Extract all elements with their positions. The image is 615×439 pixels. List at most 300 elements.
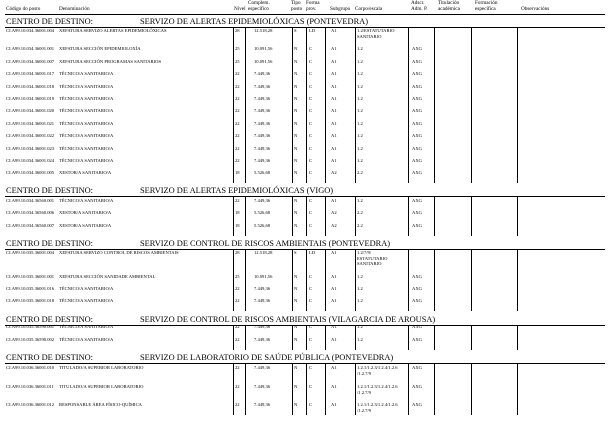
cell-tipo: N <box>294 46 298 51</box>
section-title: SERVIZO DE LABORATORIO DE SAÚDE PÚBLICA (PONTEVEDRA) <box>140 353 394 362</box>
cell-tipo: N <box>294 84 298 89</box>
cell-corpo: /1.2.7/9 <box>357 407 372 413</box>
cell-adscr: AXG <box>412 121 422 126</box>
cell-forma: C <box>309 298 313 303</box>
cell-complemento: 7.449,36 <box>254 298 271 303</box>
cell-denominacion: TÉCNICO/A SANITARIO/A <box>59 146 114 151</box>
cell-codigo: CI.A99.10.035.36001.016 <box>6 286 55 291</box>
cell-subgrupo: A1 <box>331 28 337 33</box>
cell-corpo: 1.2 <box>357 337 363 342</box>
cell-denominacion: TITULADO/A SUPERIOR LABORATORIO <box>59 365 144 370</box>
cell-corpo: 1.2 <box>357 108 363 113</box>
cell-tipo: N <box>294 121 298 126</box>
column-rule <box>517 197 518 236</box>
cell-tipo: N <box>294 210 298 215</box>
header-posto: posto <box>291 6 303 12</box>
cell-complemento: 12.518,28 <box>254 250 273 255</box>
cell-tipo: N <box>294 274 298 279</box>
column-rule <box>517 28 518 183</box>
cell-adscr: AXG <box>412 402 422 407</box>
cell-subgrupo: A1 <box>331 146 337 151</box>
cell-nivel: 28 <box>235 28 240 33</box>
header-forma: Forma <box>306 0 320 6</box>
cell-codigo: CI.A99.10.036.36001.011 <box>6 384 54 389</box>
cell-subgrupo: A1 <box>331 59 337 64</box>
header-tipo: Tipo <box>291 0 301 6</box>
cell-subgrupo: A1 <box>331 365 337 370</box>
column-rule <box>408 197 409 236</box>
cell-forma: C <box>309 133 313 138</box>
cell-forma: C <box>309 365 313 370</box>
cell-corpo: 1.2 <box>357 84 363 89</box>
cell-complemento: 7.449,36 <box>254 158 271 163</box>
cell-tipo: N <box>294 286 298 291</box>
cell-subgrupo: A1 <box>331 96 337 101</box>
cell-adscr: AXG <box>412 158 422 163</box>
cell-corpo: 2.2 <box>357 223 363 228</box>
cell-adscr: AXG <box>412 146 422 151</box>
cell-complemento: 12.518,28 <box>254 28 273 33</box>
cell-corpo: 2.2 <box>357 210 363 215</box>
cell-subgrupo: A2 <box>331 210 337 215</box>
cell-codigo: CI.A99.10.034.36001.024 <box>6 158 55 163</box>
column-rule <box>325 197 326 236</box>
cell-subgrupo: A1 <box>331 337 337 342</box>
column-rule <box>245 28 246 183</box>
section-title: SERVIZO DE ALERTAS EPIDEMIOLÓXICAS (VIGO) <box>140 186 334 195</box>
cell-nivel: 18 <box>235 170 240 175</box>
cell-forma: C <box>309 59 313 64</box>
cell-codigo: CI.A99.10.034.36001.021 <box>6 121 55 126</box>
header-subgrupo: Subgrupo <box>330 6 351 12</box>
cell-complemento: 7.449,36 <box>254 286 271 291</box>
cell-subgrupo: A1 <box>331 133 337 138</box>
cell-denominacion: XESTOR/A SANITARIO/A <box>59 210 112 215</box>
column-rule <box>325 28 326 183</box>
cell-tipo: N <box>294 298 298 303</box>
cell-complemento: 7.449,36 <box>254 324 271 329</box>
cell-complemento: 10.091,56 <box>254 46 273 51</box>
column-rule <box>471 250 472 311</box>
cell-subgrupo: A1 <box>331 250 337 255</box>
column-rule <box>355 250 356 311</box>
cell-forma: C <box>309 384 313 389</box>
cell-corpo: 1.2/7/9/ <box>357 250 372 255</box>
cell-complemento: 7.449,36 <box>254 402 271 407</box>
header-rule <box>5 14 605 15</box>
header-titulacion: Titulación <box>438 0 460 6</box>
section-title: SERVIZO DE CONTROL DE RISCOS AMBIENTAIS (VILAGARCIA DE AROUSA) <box>140 315 436 324</box>
section-title: SERVIZO DE CONTROL DE RISCOS AMBIENTAIS (PONTEVEDRA) <box>140 239 391 248</box>
column-rule <box>306 197 307 236</box>
cell-nivel: 22 <box>235 324 240 329</box>
cell-forma: C <box>309 71 313 76</box>
cell-tipo: N <box>294 133 298 138</box>
section-label: CENTRO DE DESTINO: <box>6 239 94 248</box>
cell-codigo: CI.A99.10.035.36001.004 <box>6 250 55 255</box>
column-rule <box>292 326 293 350</box>
section-label: CENTRO DE DESTINO: <box>6 353 94 362</box>
section-label: CENTRO DE DESTINO: <box>6 186 94 195</box>
cell-denominacion: TÉCNICO/A SANITARIO/A <box>59 133 114 138</box>
section-label: CENTRO DE DESTINO: <box>6 17 94 26</box>
cell-forma: C <box>309 402 313 407</box>
cell-codigo: CI.A99.10.034.36001.019 <box>6 96 55 101</box>
cell-denominacion: TÉCNICO/A SANITARIO/A <box>59 198 114 203</box>
header-denominacion: Denominación <box>59 6 90 12</box>
column-rule <box>517 250 518 311</box>
section-title: SERVIZO DE ALERTAS EPIDEMIOLÓXICAS (PONTEVEDRA) <box>140 17 368 26</box>
cell-denominacion: TÉCNICO/A SANITARIO/A <box>59 298 114 303</box>
cell-adscr: AXG <box>412 223 422 228</box>
cell-codigo: CI.A99.10.035.36001.018 <box>6 298 55 303</box>
column-rule <box>355 326 356 350</box>
cell-denominacion: XEFATURA SECCIÓN EPIDEMIOLOXÍA <box>59 46 141 51</box>
cell-nivel: 22 <box>235 146 240 151</box>
cell-complemento: 7.449,36 <box>254 384 271 389</box>
cell-codigo: CI.A99.10.034.36001.023 <box>6 146 55 151</box>
cell-tipo: N <box>294 337 298 342</box>
column-rule <box>408 28 409 183</box>
column-rule <box>306 28 307 183</box>
cell-corpo: 1.2 <box>357 133 363 138</box>
cell-denominacion: TÉCNICO/A SANITARIO/A <box>59 337 114 342</box>
cell-subgrupo: A1 <box>331 84 337 89</box>
cell-codigo: CI.A99.10.034.36001.004 <box>6 28 55 33</box>
cell-complemento: 7.449,36 <box>254 337 271 342</box>
cell-adscr: AXG <box>412 133 422 138</box>
header-adscr: Adscr. <box>411 0 425 6</box>
cell-complemento: 7.449,36 <box>254 146 271 151</box>
column-rule <box>245 250 246 311</box>
cell-complemento: 7.449,36 <box>254 84 271 89</box>
cell-nivel: 22 <box>235 96 240 101</box>
cell-complemento: 7.449,36 <box>254 108 271 113</box>
cell-corpo: 1.2.1/1.2.3/1.2.4/1.2.6 <box>357 384 398 389</box>
cell-denominacion: XEFATURA SERVIZO ALERTAS EPIDEMIOLÓXICAS <box>59 28 167 33</box>
cell-adscr: AXG <box>412 210 422 215</box>
column-rule <box>325 326 326 350</box>
column-rule <box>306 326 307 350</box>
column-rule <box>233 28 234 183</box>
section-rule <box>5 196 605 197</box>
cell-corpo: 1.2 <box>357 274 363 279</box>
cell-codigo: CI.A99.10.036.36001.010 <box>6 365 55 370</box>
cell-corpo: /1.2.7/9 <box>357 370 372 376</box>
column-rule <box>434 250 435 311</box>
cell-corpo: 1.2 <box>357 158 363 163</box>
column-rule <box>233 364 234 415</box>
header-academica: académica <box>438 6 460 12</box>
cell-complemento: 5.526,68 <box>254 170 271 175</box>
cell-adscr: AXG <box>412 298 422 303</box>
column-rule <box>292 250 293 311</box>
cell-nivel: 18 <box>235 210 240 215</box>
column-rule <box>408 250 409 311</box>
header-complemento: Complem. <box>248 0 270 6</box>
cell-nivel: 22 <box>235 298 240 303</box>
cell-complemento: 5.526,68 <box>254 223 271 228</box>
column-rule <box>325 250 326 311</box>
cell-tipo: S <box>294 28 297 33</box>
cell-nivel: 22 <box>235 133 240 138</box>
cell-complemento: 7.449,36 <box>254 198 271 203</box>
cell-codigo: CI.A99.10.034.36560.001 <box>6 198 55 203</box>
column-rule <box>306 364 307 415</box>
cell-nivel: 22 <box>235 337 240 342</box>
column-rule <box>292 364 293 415</box>
column-rule <box>355 364 356 415</box>
section-rule <box>5 363 605 364</box>
cell-codigo: CI.A99.10.035.36590.001 <box>6 324 55 329</box>
cell-forma: C <box>309 274 313 279</box>
column-rule <box>245 197 246 236</box>
cell-nivel: 25 <box>235 46 240 51</box>
column-rule <box>355 28 356 183</box>
cell-denominacion: TÉCNICO/A SANITARIO/A <box>59 324 114 329</box>
cell-forma: LD <box>309 28 316 33</box>
column-rule <box>245 364 246 415</box>
cell-forma: C <box>309 121 313 126</box>
cell-adscr: AXG <box>412 274 422 279</box>
cell-nivel: 25 <box>235 274 240 279</box>
cell-adscr: AXG <box>412 59 422 64</box>
cell-nivel: 22 <box>235 71 240 76</box>
cell-corpo: 1.2 <box>357 198 363 203</box>
cell-adscr: AXG <box>412 108 422 113</box>
cell-corpo: 1.2 <box>357 298 363 303</box>
cell-denominacion: TITULADO/A SUPERIOR LABORATORIO <box>59 384 144 389</box>
header-codigo: Código do posto <box>6 6 41 12</box>
cell-tipo: N <box>294 384 298 389</box>
cell-adscr: AXG <box>412 286 422 291</box>
cell-corpo: 1.2 <box>357 46 363 51</box>
cell-tipo: N <box>294 108 298 113</box>
column-rule <box>471 197 472 236</box>
cell-codigo: CI.A99.10.034.36001.022 <box>6 133 55 138</box>
cell-subgrupo: A1 <box>331 121 337 126</box>
column-rule <box>292 28 293 183</box>
cell-corpo: SANITARIO <box>357 33 382 39</box>
column-rule <box>292 197 293 236</box>
cell-adscr: AXG <box>412 84 422 89</box>
cell-tipo: N <box>294 146 298 151</box>
cell-complemento: 7.449,36 <box>254 133 271 138</box>
cell-corpo: 1.2 <box>357 146 363 151</box>
column-rule <box>233 197 234 236</box>
cell-tipo: N <box>294 71 298 76</box>
cell-nivel: 22 <box>235 286 240 291</box>
cell-subgrupo: A1 <box>331 274 337 279</box>
column-rule <box>517 364 518 415</box>
cell-denominacion: XEFATURA SECCIÓN SANIDADE AMBIENTAL <box>59 274 156 279</box>
column-rule <box>325 364 326 415</box>
column-rule <box>434 326 435 350</box>
cell-tipo: N <box>294 324 298 329</box>
cell-subgrupo: A1 <box>331 46 337 51</box>
cell-codigo: CI.A99.10.034.36560.007 <box>6 223 55 228</box>
cell-nivel: 22 <box>235 108 240 113</box>
header-corpo-escala: Corpo/escala <box>355 6 383 12</box>
cell-subgrupo: A1 <box>331 71 337 76</box>
column-rule <box>434 197 435 236</box>
cell-corpo: 1.2 <box>357 59 363 64</box>
cell-subgrupo: A1 <box>331 198 337 203</box>
cell-complemento: 7.449,36 <box>254 71 271 76</box>
column-rule <box>471 364 472 415</box>
cell-tipo: N <box>294 96 298 101</box>
header-especifico: específico <box>248 6 270 12</box>
cell-codigo: CI.A99.10.034.36001.005 <box>6 170 55 175</box>
cell-subgrupo: A2 <box>331 170 337 175</box>
cell-adscr: AXG <box>412 384 422 389</box>
cell-nivel: 22 <box>235 365 240 370</box>
column-rule <box>434 28 435 183</box>
column-rule <box>517 326 518 350</box>
cell-adscr: AXG <box>412 324 422 329</box>
column-rule <box>233 326 234 350</box>
cell-forma: C <box>309 198 313 203</box>
cell-forma: C <box>309 223 313 228</box>
header-adm-p: Adm. P. <box>411 6 428 12</box>
column-rule <box>233 250 234 311</box>
cell-corpo: /1.2.7/9 <box>357 389 372 395</box>
cell-subgrupo: A1 <box>331 324 337 329</box>
cell-codigo: CI.A99.10.035.36001.001 <box>6 274 55 279</box>
cell-denominacion: XESTOR/A SANITARIO/A <box>59 170 112 175</box>
cell-denominacion: TÉCNICO/A SANITARIO/A <box>59 286 114 291</box>
cell-forma: C <box>309 108 313 113</box>
cell-corpo: 2.2 <box>357 170 363 175</box>
cell-adscr: AXG <box>412 337 422 342</box>
cell-codigo: CI.A99.10.034.36001.001 <box>6 46 55 51</box>
cell-forma: C <box>309 158 313 163</box>
cell-nivel: 22 <box>235 158 240 163</box>
cell-tipo: N <box>294 170 298 175</box>
cell-forma: C <box>309 46 313 51</box>
cell-nivel: 22 <box>235 84 240 89</box>
cell-corpo: 1.2 <box>357 286 363 291</box>
column-rule <box>408 326 409 350</box>
cell-codigo: CI.A99.10.034.36001.007 <box>6 59 55 64</box>
cell-forma: C <box>309 170 313 175</box>
cell-forma: C <box>309 324 313 329</box>
cell-tipo: N <box>294 198 298 203</box>
cell-complemento: 7.449,36 <box>254 365 271 370</box>
cell-subgrupo: A2 <box>331 223 337 228</box>
cell-tipo: N <box>294 402 298 407</box>
cell-subgrupo: A1 <box>331 384 337 389</box>
cell-complemento: 10.091,56 <box>254 274 273 279</box>
cell-subgrupo: A1 <box>331 402 337 407</box>
cell-corpo: 1.2.1/1.2.3/1.2.4/1.2.6 <box>357 402 398 407</box>
cell-complemento: 7.449,36 <box>254 96 271 101</box>
cell-nivel: 22 <box>235 121 240 126</box>
cell-corpo: 1.2 <box>357 96 363 101</box>
cell-codigo: CI.A99.10.034.36560.006 <box>6 210 55 215</box>
cell-denominacion: XEFATURA SERVIZO CONTROL DE RISCOS AMBIENTAIS <box>59 250 179 255</box>
cell-subgrupo: A1 <box>331 298 337 303</box>
cell-forma: C <box>309 146 313 151</box>
cell-denominacion: RESPONSABLE ÁREA FÍSICO-QUÍMICA <box>59 402 142 407</box>
cell-forma: C <box>309 286 313 291</box>
cell-denominacion: TÉCNICO/A SANITARIO/A <box>59 121 114 126</box>
cell-nivel: 22 <box>235 402 240 407</box>
cell-subgrupo: A1 <box>331 286 337 291</box>
cell-corpo: 1.2 <box>357 121 363 126</box>
cell-nivel: 18 <box>235 223 240 228</box>
column-rule <box>434 364 435 415</box>
header-nivel: Nivel <box>234 6 246 12</box>
column-rule <box>471 326 472 350</box>
cell-denominacion: TÉCNICO/A SANITARIO/A <box>59 84 114 89</box>
cell-forma: C <box>309 337 313 342</box>
cell-adscr: AXG <box>412 170 422 175</box>
cell-forma: LD <box>309 250 316 255</box>
cell-adscr: AXG <box>412 96 422 101</box>
cell-denominacion: TÉCNICO/A SANITARIO/A <box>59 158 114 163</box>
cell-nivel: 22 <box>235 384 240 389</box>
cell-denominacion: TÉCNICO/A SANITARIO/A <box>59 71 114 76</box>
section-label: CENTRO DE DESTINO: <box>6 315 94 324</box>
cell-nivel: 22 <box>235 198 240 203</box>
cell-denominacion: TÉCNICO/A SANITARIO/A <box>59 96 114 101</box>
column-rule <box>471 28 472 183</box>
cell-corpo: SANITARIO <box>357 261 382 266</box>
cell-denominacion: TÉCNICO/A SANITARIO/A <box>59 108 114 113</box>
cell-forma: C <box>309 96 313 101</box>
cell-codigo: CI.A99.10.034.36001.017 <box>6 71 55 76</box>
cell-nivel: 28 <box>235 250 240 255</box>
cell-complemento: 7.449,36 <box>254 121 271 126</box>
cell-corpo: 1.2/ESTATUTARIO <box>357 28 395 33</box>
cell-nivel: 25 <box>235 59 240 64</box>
cell-codigo: CI.A99.10.036.36001.012 <box>6 402 55 407</box>
cell-tipo: N <box>294 223 298 228</box>
cell-complemento: 5.526,68 <box>254 210 271 215</box>
cell-adscr: AXG <box>412 46 422 51</box>
cell-corpo: 1.2 <box>357 71 363 76</box>
cell-denominacion: XESTOR/A SANITARIO/A <box>59 223 112 228</box>
cell-tipo: N <box>294 59 298 64</box>
cell-tipo: N <box>294 365 298 370</box>
cell-denominacion: XEFATURA SECCIÓN PROGRAMAS SANITARIOS <box>59 59 162 64</box>
cell-codigo: CI.A99.10.035.36590.002 <box>6 337 55 342</box>
cell-codigo: CI.A99.10.034.36001.018 <box>6 84 55 89</box>
column-rule <box>245 326 246 350</box>
cell-corpo: 1.2 <box>357 324 363 329</box>
cell-forma: C <box>309 84 313 89</box>
cell-subgrupo: A1 <box>331 158 337 163</box>
cell-adscr: AXG <box>412 71 422 76</box>
cell-adscr: AXG <box>412 365 422 370</box>
header-formacion: Formación <box>475 0 498 6</box>
cell-corpo: ESTATUTARIO <box>357 255 388 261</box>
header-prov: prov. <box>306 6 317 12</box>
cell-tipo: S <box>294 250 297 255</box>
column-rule <box>306 250 307 311</box>
header-observacions: Observacións <box>521 6 550 12</box>
cell-subgrupo: A1 <box>331 108 337 113</box>
column-rule <box>408 364 409 415</box>
header-especifica: específica <box>475 6 496 12</box>
cell-corpo: 1.2.1/1.2.3/1.2.4/1.2.6 <box>357 365 398 370</box>
cell-tipo: N <box>294 158 298 163</box>
cell-complemento: 10.091,56 <box>254 59 273 64</box>
column-rule <box>355 197 356 236</box>
cell-adscr: AXG <box>412 198 422 203</box>
cell-codigo: CI.A99.10.034.36001.020 <box>6 108 55 113</box>
